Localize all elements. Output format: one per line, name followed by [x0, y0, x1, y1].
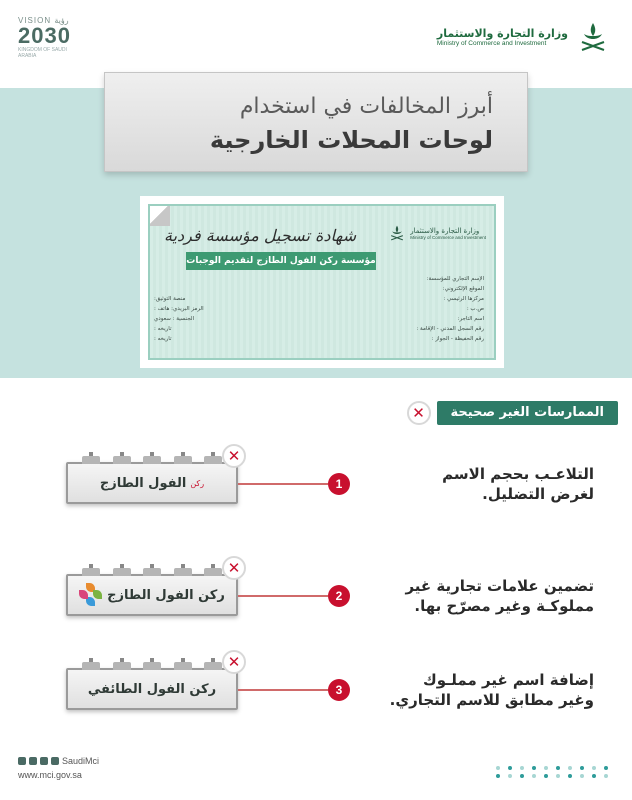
lamp-icon [204, 456, 222, 464]
dot [604, 774, 608, 778]
lamp-icon [113, 662, 131, 670]
dot [508, 766, 512, 770]
dot [604, 766, 608, 770]
page-curl [148, 204, 170, 226]
lamp-icon [82, 568, 100, 576]
certificate [148, 204, 496, 360]
vision-label-ar: رؤية [54, 16, 69, 25]
close-icon: ✕ [222, 650, 246, 674]
instagram-icon[interactable] [29, 757, 37, 765]
item-text-line-1: إضافة اسم غير مملـوك [423, 671, 594, 689]
social-handle[interactable]: SaudiMci [62, 756, 100, 766]
certificate-row [154, 316, 484, 326]
field-value: منصة التوثيق: [154, 296, 186, 302]
field-label: الموقع الإلكتروني: [442, 286, 484, 292]
item-description [364, 576, 594, 616]
violation-item-1 [0, 440, 632, 540]
certificate-row [154, 306, 484, 316]
certificate-business-name: مؤسسة ركن الفول الطازج لتقديم الوجبات [186, 252, 376, 270]
section-header [407, 400, 618, 426]
logo-leaf [93, 590, 102, 599]
field-label: رقم السجل المدني - الإقامة : [416, 326, 484, 332]
footer [18, 756, 99, 780]
field-label: مركزها الرئيسي : [443, 296, 484, 302]
close-icon: ✕ [222, 556, 246, 580]
lamp-icon [143, 456, 161, 464]
social-links [18, 756, 99, 766]
certificate-row [154, 326, 484, 336]
dot [496, 774, 500, 778]
dot [508, 774, 512, 778]
field-label: اسم التاجر: [457, 316, 484, 322]
section-title: الممارسات الغير صحيحة [437, 401, 618, 425]
certificate-header [388, 224, 486, 242]
item-text-line-1: التلاعـب بحجم الاسم [442, 465, 594, 483]
title-line-2: لوحات المحلات الخارجية [209, 126, 493, 154]
dot [580, 774, 584, 778]
item-number: 3 [328, 679, 350, 701]
connector-line [238, 595, 328, 597]
lamp-icon [204, 662, 222, 670]
dot [520, 774, 524, 778]
lamp-icon [143, 662, 161, 670]
logo-leaf [79, 590, 88, 599]
field-label: رقم الحفيظة - الجواز : [431, 336, 484, 342]
item-text-line-2: مملوكـة وغير مصرّح بها. [414, 597, 594, 615]
dot [580, 766, 584, 770]
field-value: تاريخه : [154, 336, 172, 342]
youtube-icon[interactable] [51, 757, 59, 765]
vision-subtitle: KINGDOM OF SAUDI ARABIA [18, 47, 67, 59]
sign-name: ركن الفول الطازج [107, 587, 225, 603]
saudi-emblem-icon [576, 20, 610, 54]
connector-line [238, 483, 328, 485]
sign-name: الفول الطازج [99, 475, 187, 491]
decorative-dots [496, 766, 612, 778]
field-value: تاريخه : [154, 326, 172, 332]
certificate-ministry-ar: وزارة التجارة والاستثمار [410, 226, 480, 235]
dot [532, 766, 536, 770]
field-value: الرمز البريدي: هاتف : [154, 306, 204, 312]
dot [568, 774, 572, 778]
dot [532, 774, 536, 778]
lamp-icon [82, 456, 100, 464]
certificate-ministry-en: Ministry of Commerce and Investment [410, 234, 486, 240]
sign-prefix-small: ركن [190, 478, 205, 488]
item-text-line-1: تضمين علامات تجارية غير [405, 577, 594, 595]
item-number: 2 [328, 585, 350, 607]
shop-sign [66, 668, 238, 710]
dot [520, 766, 524, 770]
sign-lights [82, 456, 222, 464]
certificate-row [154, 276, 484, 286]
saudi-emblem-icon [388, 224, 406, 242]
lamp-icon [204, 568, 222, 576]
top-bar [0, 0, 632, 80]
dot [592, 774, 596, 778]
website-link[interactable]: www.mci.gov.sa [18, 770, 82, 780]
dot [544, 774, 548, 778]
twitter-icon[interactable] [18, 757, 26, 765]
field-label: الإسم التجاري للمؤسسة: [426, 276, 484, 282]
violation-item-2 [0, 552, 632, 652]
dot [568, 766, 572, 770]
close-icon: ✕ [407, 401, 431, 425]
close-icon: ✕ [222, 444, 246, 468]
sign-lights [82, 568, 222, 576]
lamp-icon [113, 456, 131, 464]
vision-year: 2030 [18, 23, 71, 48]
vision-2030-logo [18, 16, 78, 59]
lamp-icon [174, 456, 192, 464]
lamp-icon [174, 568, 192, 576]
item-description [364, 464, 594, 504]
violation-item-3 [0, 646, 632, 746]
ministry-name-ar: وزارة التجارة والاستثمار [436, 27, 568, 40]
item-text-line-2: لغرض التضليل. [482, 485, 594, 503]
lamp-icon [174, 662, 192, 670]
sign-lights [82, 662, 222, 670]
title-box [104, 72, 528, 172]
item-description [364, 670, 594, 710]
ministry-logo [437, 20, 610, 54]
certificate-row [154, 336, 484, 346]
dot [544, 766, 548, 770]
dot [496, 766, 500, 770]
shop-sign [66, 574, 238, 616]
certificate-image [140, 196, 504, 368]
brand-logo-icon [79, 583, 103, 607]
field-label: ص.ب : [466, 306, 484, 312]
connector-line [238, 689, 328, 691]
dot [556, 766, 560, 770]
shop-sign [66, 462, 238, 504]
item-text-line-2: وغير مطابق للاسم التجاري. [389, 691, 594, 709]
certificate-script-title: شهادة تسجيل مؤسسة فردية [164, 226, 357, 245]
certificate-fields [154, 276, 484, 346]
vision-label: VISION [18, 16, 52, 25]
dot [556, 774, 560, 778]
dot [592, 766, 596, 770]
snapchat-icon[interactable] [40, 757, 48, 765]
certificate-row [154, 296, 484, 306]
item-number: 1 [328, 473, 350, 495]
certificate-row [154, 286, 484, 296]
ministry-name-en: Ministry of Commerce and Investment [436, 40, 547, 47]
field-value: الجنسية : سعودي [154, 316, 195, 322]
title-line-1: أبرز المخالفات في استخدام [239, 94, 493, 119]
lamp-icon [113, 568, 131, 576]
lamp-icon [82, 662, 100, 670]
lamp-icon [143, 568, 161, 576]
sign-name: ركن الفول الطائفي [87, 681, 217, 697]
